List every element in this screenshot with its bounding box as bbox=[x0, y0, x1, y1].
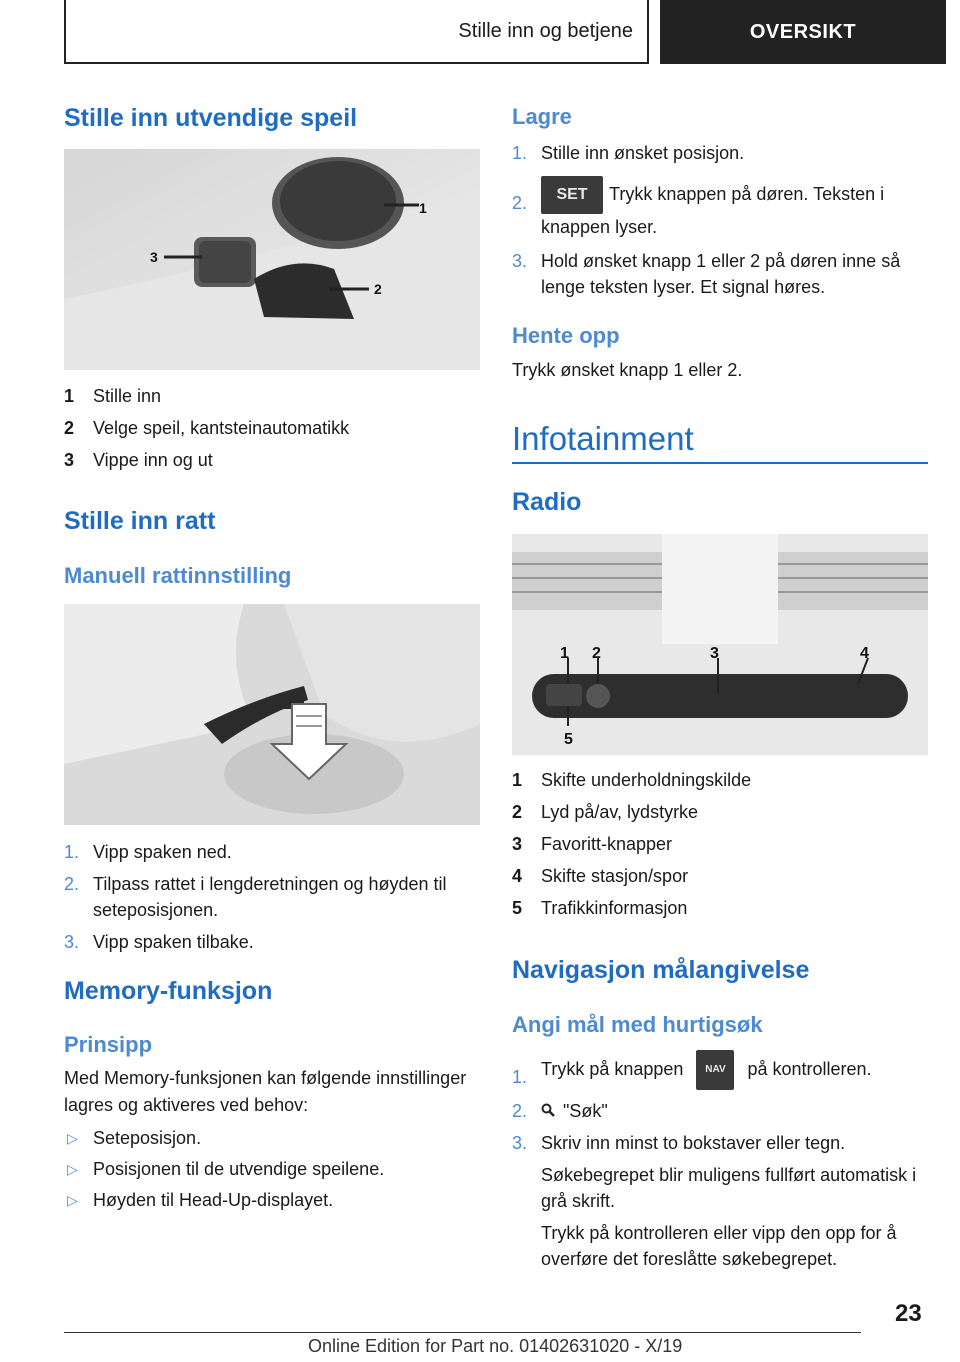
list-item: 3. Hold ønsket knapp 1 eller 2 på døren inne så lenge teksten lyser. Et signal høres. bbox=[512, 251, 901, 297]
list-item: 1 Skifte underholdningskilde bbox=[512, 770, 752, 790]
list-item: 1. Trykk på knappen NAV på kontrolleren. bbox=[512, 1050, 928, 1090]
mirror-legend bbox=[64, 383, 480, 473]
radio-callout-5: 5 bbox=[564, 731, 573, 748]
list-item: 2. "Søk" bbox=[512, 1098, 928, 1124]
list-item: 1 Stille inn bbox=[64, 386, 162, 406]
radio-callout-2: 2 bbox=[592, 645, 601, 662]
infotainment-heading: Infotainment bbox=[512, 420, 694, 457]
principle-bullets bbox=[64, 1125, 480, 1213]
list-item: 4 Skifte stasjon/spor bbox=[512, 866, 689, 886]
nav-steps bbox=[512, 1050, 928, 1272]
list-item: 2. Tilpass rattet i lengderetningen og høyden til seteposisjonen. bbox=[64, 874, 447, 920]
radio-callout-3: 3 bbox=[710, 645, 719, 662]
set-button-icon: SET bbox=[541, 176, 603, 214]
save-steps bbox=[512, 140, 928, 300]
list-item: ▷ Seteposisjon. bbox=[67, 1128, 202, 1148]
header-section-title: Stille inn og betjene bbox=[64, 0, 649, 64]
radio-callout-4: 4 bbox=[860, 645, 869, 662]
footer-edition: Online Edition for Part no. 01402631020 - X/19 bbox=[308, 1336, 683, 1356]
list-item: 2 Lyd på/av, lydstyrke bbox=[512, 802, 699, 822]
wheel-heading: Stille inn ratt bbox=[64, 507, 216, 535]
radio-legend bbox=[512, 767, 928, 921]
radio-callout-1: 1 bbox=[560, 645, 569, 662]
search-icon bbox=[541, 1098, 557, 1124]
list-item: 3. Skriv inn minst to bokstaver eller tegn. Søkebegrepet blir muligens fullført automatisk i grå skrift. Trykk på kontrolleren eller vipp den opp for å overføre det foreslåtte søkebegrepet. bbox=[512, 1133, 917, 1269]
recall-text: Trykk ønsket knapp 1 eller 2. bbox=[512, 360, 743, 380]
list-item: 2 Velge speil, kantsteinautomatikk bbox=[64, 418, 350, 438]
list-item: 3 Favoritt-knapper bbox=[512, 834, 673, 854]
infotainment-rule bbox=[512, 462, 928, 464]
memory-heading: Memory-funksjon bbox=[64, 977, 273, 1005]
wheel-subheading: Manuell rattinnstilling bbox=[64, 563, 292, 588]
list-item: 1. Vipp spaken ned. bbox=[64, 842, 232, 862]
page-number: 23 bbox=[895, 1300, 922, 1327]
list-item: 3. Vipp spaken tilbake. bbox=[64, 932, 254, 952]
nav-heading: Navigasjon målangivelse bbox=[512, 956, 810, 984]
principle-heading: Prinsipp bbox=[64, 1032, 153, 1057]
list-item: 1. Stille inn ønsket posisjon. bbox=[512, 143, 745, 163]
footer-divider bbox=[64, 1332, 861, 1333]
mirror-callout-2: 2 bbox=[374, 281, 382, 297]
mirror-controls-photo bbox=[64, 149, 480, 370]
list-item: ▷ Høyden til Head-Up-displayet. bbox=[67, 1190, 334, 1210]
radio-heading: Radio bbox=[512, 488, 582, 516]
list-item: ▷ Posisjonen til de utvendige speilene. bbox=[67, 1159, 385, 1179]
radio-panel-photo bbox=[512, 534, 928, 755]
mirror-callout-1: 1 bbox=[419, 200, 427, 216]
recall-heading: Hente opp bbox=[512, 323, 620, 348]
principle-text: Med Memory-funksjonen kan følgende innstillinger lagres og aktiveres ved behov: bbox=[64, 1068, 467, 1115]
list-item: 3 Vippe inn og ut bbox=[64, 450, 213, 470]
header-tab-overview[interactable]: OVERSIKT bbox=[660, 0, 946, 64]
mirror-callout-3: 3 bbox=[150, 249, 158, 265]
steering-lever-photo bbox=[64, 604, 480, 825]
save-heading: Lagre bbox=[512, 104, 572, 129]
nav-button-icon: NAV bbox=[696, 1050, 734, 1090]
list-item: 2. SET Trykk knappen på døren. Teksten i knappen lyser. bbox=[512, 176, 928, 240]
list-item: 5 Trafikkinformasjon bbox=[512, 898, 688, 918]
quick-search-heading: Angi mål med hurtigsøk bbox=[512, 1012, 763, 1037]
mirror-heading: Stille inn utvendige speil bbox=[64, 104, 358, 132]
wheel-steps bbox=[64, 839, 480, 955]
